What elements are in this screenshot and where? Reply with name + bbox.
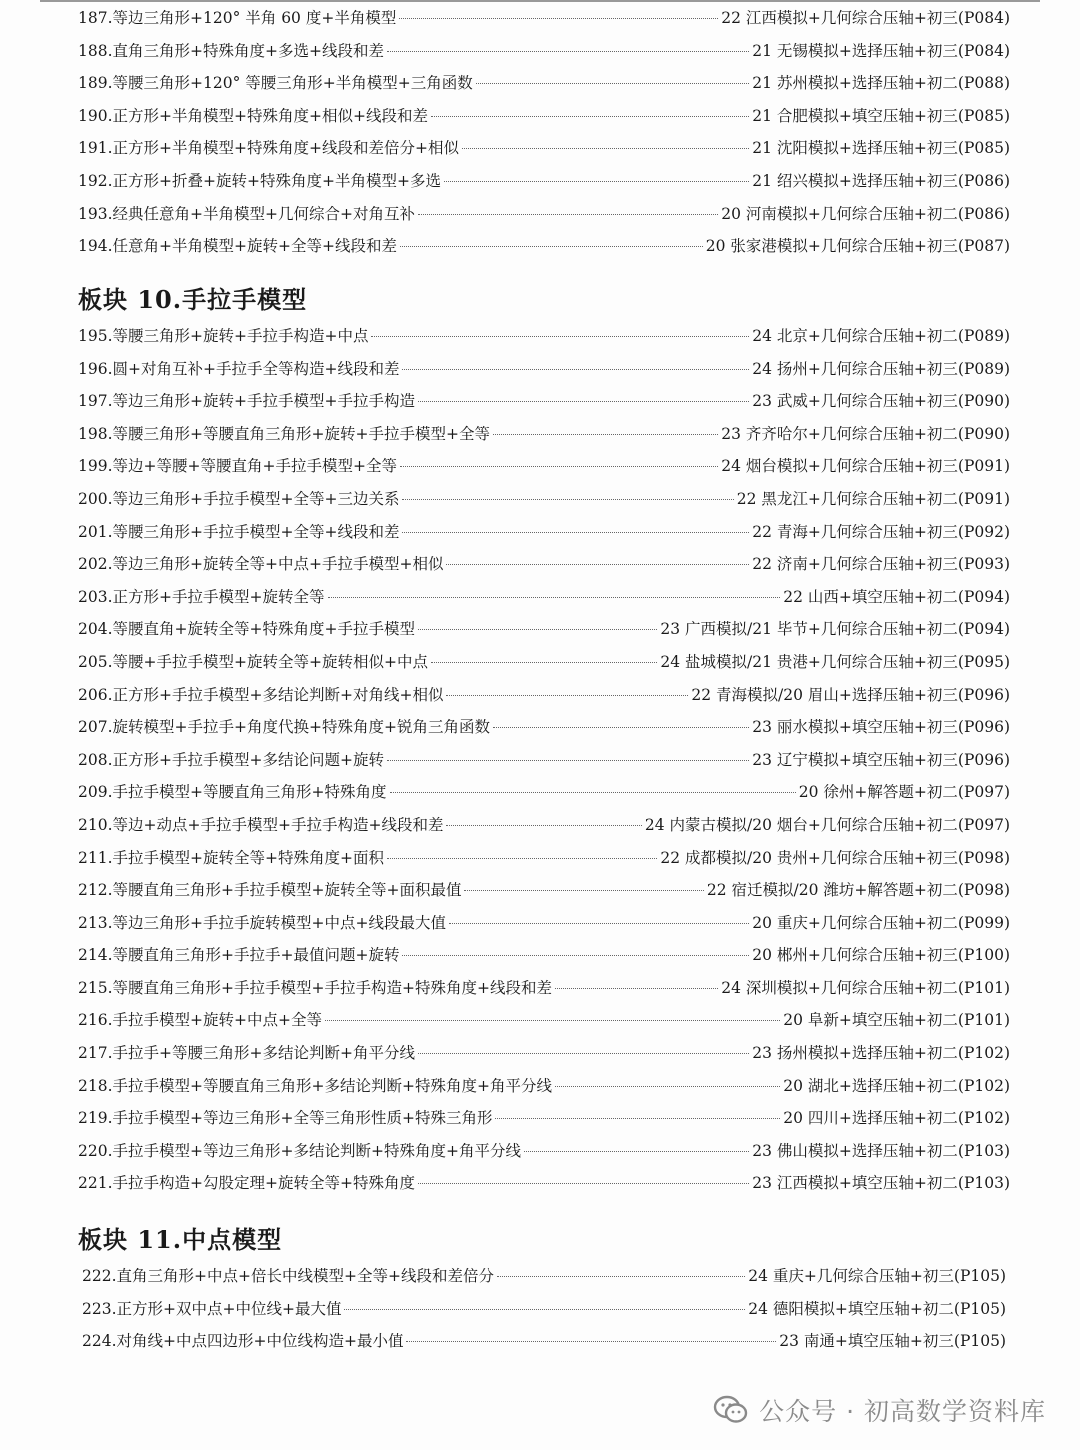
top-rule	[40, 0, 1040, 2]
toc-entry-source: 20 重庆+几何综合压轴+初二(P099)	[752, 913, 1010, 932]
dot-leader	[495, 1118, 780, 1119]
section-heading-10: 板块 10.手拉手模型	[78, 285, 308, 314]
dot-leader	[399, 18, 718, 19]
toc-entry[interactable]	[78, 234, 1010, 267]
toc-entry-source: 23 武威+几何综合压轴+初三(P090)	[752, 392, 1010, 411]
dot-leader	[390, 792, 796, 793]
toc-entry-title: 手拉手模型+等边三角形+多结论判断+特殊角度+角平分线	[112, 1141, 521, 1160]
toc-entry-source: 23 江西模拟+填空压轴+初二(P103)	[752, 1174, 1010, 1193]
toc-entry-number: 222.	[82, 1267, 117, 1285]
dot-leader	[555, 988, 718, 989]
toc-entry-source: 24 重庆+几何综合压轴+初三(P105)	[748, 1267, 1006, 1285]
toc-entry-title: 等腰三角形+手拉手模型+全等+线段和差	[112, 522, 400, 541]
toc-entry-title: 等腰三角形+旋转+手拉手构造+中点	[112, 327, 369, 345]
toc-entry[interactable]	[78, 911, 1010, 944]
dot-leader	[555, 1086, 780, 1087]
toc-entry[interactable]	[78, 1106, 1010, 1139]
watermark	[713, 1392, 1046, 1428]
toc-entry-source: 21 合肥模拟+填空压轴+初三(P085)	[752, 106, 1010, 125]
dot-leader	[431, 662, 657, 663]
dot-leader	[444, 181, 749, 182]
toc-entry[interactable]	[78, 650, 1010, 683]
toc-entry-title: 正方形+半角模型+特殊角度+线段和差倍分+相似	[112, 139, 459, 158]
toc-entry[interactable]	[78, 39, 1010, 72]
toc-entry[interactable]	[78, 617, 1010, 650]
dot-leader	[402, 532, 749, 533]
toc-group-block9	[78, 6, 1010, 267]
toc-entry-number: 212.	[78, 881, 113, 900]
toc-entry[interactable]	[78, 389, 1010, 422]
toc-entry-source: 22 青海模拟/20 眉山+选择压轴+初三(P096)	[691, 685, 1010, 704]
dot-leader	[418, 1053, 749, 1054]
toc-entry-title: 手拉手模型+等腰直角三角形+特殊角度	[112, 783, 387, 802]
dot-leader	[402, 955, 749, 956]
toc-entry[interactable]	[78, 683, 1010, 716]
toc-entry-source: 24 盐城模拟/21 贵港+几何综合压轴+初三(P095)	[660, 652, 1010, 671]
toc-entry-number: 201.	[78, 522, 113, 541]
toc-entry-title: 手拉手模型+等腰直角三角形+多结论判断+特殊角度+角平分线	[112, 1076, 552, 1095]
toc-entry-title: 任意角+半角模型+旋转+全等+线段和差	[112, 237, 397, 256]
dot-leader	[446, 564, 749, 565]
toc-entry-source: 24 扬州+几何综合压轴+初三(P089)	[752, 359, 1010, 378]
toc-entry-title: 手拉手模型+旋转+中点+全等	[112, 1011, 322, 1030]
toc-entry-source: 20 徐州+解答题+初二(P097)	[798, 783, 1010, 802]
toc-entry-source: 23 扬州模拟+选择压轴+初二(P102)	[752, 1044, 1010, 1063]
toc-entry[interactable]	[78, 324, 1010, 357]
dot-leader	[402, 499, 733, 500]
toc-entry[interactable]	[78, 357, 1010, 390]
toc-entry-title: 等边三角形+旋转+手拉手模型+手拉手构造	[112, 392, 415, 411]
toc-entry-number: 205.	[78, 652, 113, 671]
toc-entry-title: 正方形+手拉手模型+多结论判断+对角线+相似	[112, 685, 444, 704]
toc-entry[interactable]	[78, 878, 1010, 911]
toc-entry-source: 20 四川+选择压轴+初二(P102)	[783, 1109, 1010, 1128]
toc-entry-number: 210.	[78, 815, 113, 834]
dot-leader	[406, 1341, 776, 1342]
dot-leader	[446, 695, 688, 696]
toc-entry-source: 23 佛山模拟+选择压轴+初二(P103)	[752, 1141, 1010, 1160]
toc-entry[interactable]	[78, 846, 1010, 879]
dot-leader	[418, 214, 718, 215]
toc-entry-title: 等腰三角形+等腰直角三角形+旋转+手拉手模型+全等	[112, 424, 490, 443]
dot-leader	[387, 760, 749, 761]
toc-entry-source: 22 济南+几何综合压轴+初三(P093)	[752, 555, 1010, 574]
toc-entry-number: 198.	[78, 424, 113, 443]
dot-leader	[344, 1309, 745, 1310]
dot-leader	[464, 890, 703, 891]
toc-entry-source: 20 河南模拟+几何综合压轴+初二(P086)	[721, 204, 1010, 223]
toc-entry-number: 215.	[78, 978, 113, 997]
toc-entry-number: 207.	[78, 718, 113, 737]
toc-entry-source: 24 烟台模拟+几何综合压轴+初三(P091)	[721, 457, 1010, 476]
toc-entry-title: 等腰直角三角形+手拉手+最值问题+旋转	[112, 946, 400, 965]
toc-entry[interactable]	[78, 520, 1010, 553]
dot-leader	[400, 466, 718, 467]
toc-entry-title: 等腰直角三角形+手拉手模型+旋转全等+面积最值	[112, 881, 462, 900]
toc-entry-number: 211.	[78, 848, 113, 867]
toc-entry-title: 等腰三角形+120° 等腰三角形+半角模型+三角函数	[112, 74, 473, 93]
toc-entry[interactable]	[78, 552, 1010, 585]
toc-entry-source: 22 黑龙江+几何综合压轴+初二(P091)	[736, 489, 1010, 508]
toc-entry-source: 23 丽水模拟+填空压轴+初三(P096)	[752, 718, 1010, 737]
dot-leader	[446, 825, 641, 826]
toc-entry-number: 200.	[78, 489, 113, 508]
toc-entry-source: 20 湖北+选择压轴+初二(P102)	[783, 1076, 1010, 1095]
toc-entry-number: 209.	[78, 783, 113, 802]
toc-entry-title: 圆+对角互补+手拉手全等构造+线段和差	[112, 359, 400, 378]
toc-entry-number: 202.	[78, 555, 113, 574]
dot-leader	[387, 858, 657, 859]
toc-entry-number: 194.	[78, 237, 113, 256]
wechat-icon	[713, 1394, 749, 1426]
toc-entry[interactable]	[82, 1264, 1006, 1297]
toc-entry-title: 手拉手构造+勾股定理+旋转全等+特殊角度	[112, 1174, 415, 1193]
dot-leader	[524, 1151, 749, 1152]
toc-entry-source: 23 南通+填空压轴+初三(P105)	[779, 1332, 1006, 1351]
toc-entry[interactable]	[78, 1008, 1010, 1041]
toc-entry-number: 192.	[78, 171, 113, 190]
toc-entry-title: 直角三角形+特殊角度+多选+线段和差	[112, 41, 384, 60]
toc-entry-title: 正方形+手拉手模型+旋转全等	[112, 587, 325, 606]
dot-leader	[402, 369, 749, 370]
toc-entry-number: 219.	[78, 1109, 113, 1128]
toc-entry-title: 旋转模型+手拉手+角度代换+特殊角度+锐角三角函数	[112, 718, 490, 737]
toc-entry[interactable]	[78, 748, 1010, 781]
toc-entry-source: 24 深圳模拟+几何综合压轴+初二(P101)	[721, 978, 1010, 997]
toc-entry-source: 22 宿迁模拟/20 潍坊+解答题+初二(P098)	[706, 881, 1010, 900]
toc-entry-title: 正方形+手拉手模型+多结论问题+旋转	[112, 750, 384, 769]
toc-entry-title: 经典任意角+半角模型+几何综合+对角互补	[112, 204, 415, 223]
toc-entry[interactable]	[78, 1171, 1010, 1204]
toc-entry-number: 195.	[78, 327, 113, 345]
toc-entry-source: 22 成都模拟/20 贵州+几何综合压轴+初三(P098)	[660, 848, 1010, 867]
toc-entry-number: 217.	[78, 1044, 113, 1063]
toc-entry[interactable]	[78, 71, 1010, 104]
toc-entry[interactable]	[78, 104, 1010, 137]
toc-entry[interactable]	[78, 715, 1010, 748]
toc-entry-title: 正方形+半角模型+特殊角度+相似+线段和差	[112, 106, 428, 125]
toc-entry-title: 对角线+中点四边形+中位线构造+最小值	[116, 1332, 404, 1351]
toc-entry-number: 187.	[78, 9, 113, 27]
toc-entry-number: 193.	[78, 204, 113, 223]
toc-entry-number: 216.	[78, 1011, 113, 1030]
toc-entry-number: 220.	[78, 1141, 113, 1160]
toc-entry-title: 等腰直角+旋转全等+特殊角度+手拉手模型	[112, 620, 415, 639]
toc-entry[interactable]	[78, 813, 1010, 846]
toc-entry[interactable]	[78, 780, 1010, 813]
toc-entry-title: 等边三角形+120° 半角 60 度+半角模型	[112, 9, 397, 27]
toc-entry[interactable]	[78, 136, 1010, 169]
toc-entry-number: 189.	[78, 74, 113, 93]
toc-entry[interactable]	[78, 422, 1010, 455]
toc-entry[interactable]	[78, 1074, 1010, 1107]
dot-leader	[418, 1183, 749, 1184]
toc-entry-number: 213.	[78, 913, 113, 932]
toc-entry-number: 204.	[78, 620, 113, 639]
toc-entry-title: 等腰+手拉手模型+旋转全等+旋转相似+中点	[112, 652, 428, 671]
dot-leader	[371, 336, 749, 337]
toc-entry[interactable]	[82, 1329, 1006, 1362]
toc-entry[interactable]	[78, 487, 1010, 520]
toc-entry-number: 190.	[78, 106, 113, 125]
toc-entry[interactable]	[78, 454, 1010, 487]
toc-entry-number: 191.	[78, 139, 113, 158]
toc-entry-title: 手拉手+等腰三角形+多结论判断+角平分线	[112, 1044, 415, 1063]
toc-entry[interactable]	[78, 1139, 1010, 1172]
toc-entry-source: 20 阜新+填空压轴+初二(P101)	[783, 1011, 1010, 1030]
toc-entry-source: 21 苏州模拟+选择压轴+初二(P088)	[752, 74, 1010, 93]
dot-leader	[325, 1020, 780, 1021]
toc-entry-source: 21 无锡模拟+选择压轴+初三(P084)	[752, 41, 1010, 60]
toc-entry-title: 正方形+折叠+旋转+特殊角度+半角模型+多选	[112, 171, 441, 190]
toc-entry-source: 24 德阳模拟+填空压轴+初二(P105)	[748, 1299, 1006, 1318]
toc-entry[interactable]	[78, 1041, 1010, 1074]
dot-leader	[493, 727, 749, 728]
dot-leader	[387, 51, 749, 52]
toc-entry-number: 203.	[78, 587, 113, 606]
dot-leader	[418, 401, 749, 402]
dot-leader	[497, 1276, 745, 1277]
dot-leader	[328, 597, 781, 598]
dot-leader	[431, 116, 749, 117]
toc-entry-title: 等边三角形+手拉手模型+全等+三边关系	[112, 489, 400, 508]
section-heading-11: 板块 11.中点模型	[78, 1225, 283, 1254]
toc-entry-source: 20 郴州+几何综合压轴+初三(P100)	[752, 946, 1010, 965]
toc-entry-title: 等边三角形+旋转全等+中点+手拉手模型+相似	[112, 555, 444, 574]
dot-leader	[462, 148, 749, 149]
dot-leader	[449, 923, 749, 924]
toc-entry-number: 206.	[78, 685, 113, 704]
toc-entry[interactable]	[82, 1297, 1006, 1330]
toc-entry-source: 24 北京+几何综合压轴+初二(P089)	[752, 327, 1010, 345]
toc-entry-title: 正方形+双中点+中位线+最大值	[116, 1299, 342, 1318]
toc-entry-title: 直角三角形+中点+倍长中线模型+全等+线段和差倍分	[116, 1267, 494, 1285]
toc-entry-number: 224.	[82, 1332, 117, 1351]
dot-leader	[493, 434, 718, 435]
toc-entry-source: 23 广西模拟/21 毕节+几何综合压轴+初二(P094)	[660, 620, 1010, 639]
toc-entry-title: 等腰直角三角形+手拉手模型+手拉手构造+特殊角度+线段和差	[112, 978, 552, 997]
toc-entry-source: 22 青海+几何综合压轴+初三(P092)	[752, 522, 1010, 541]
toc-entry-number: 208.	[78, 750, 113, 769]
toc-entry[interactable]	[78, 976, 1010, 1009]
toc-entry-title: 手拉手模型+旋转全等+特殊角度+面积	[112, 848, 384, 867]
toc-entry[interactable]	[78, 585, 1010, 618]
toc-group-block11	[82, 1264, 1006, 1362]
toc-entry-source: 22 江西模拟+几何综合压轴+初三(P084)	[721, 9, 1010, 27]
toc-entry-number: 188.	[78, 41, 113, 60]
toc-entry-number: 199.	[78, 457, 113, 476]
dot-leader	[400, 246, 703, 247]
toc-entry[interactable]	[78, 169, 1010, 202]
dot-leader	[418, 629, 657, 630]
watermark-text: 公众号 · 初高数学资料库	[759, 1397, 1046, 1426]
toc-entry-title: 等边+动点+手拉手模型+手拉手构造+线段和差	[112, 815, 444, 834]
toc-entry-number: 218.	[78, 1076, 113, 1095]
toc-entry-source: 24 内蒙古模拟/20 烟台+几何综合压轴+初二(P097)	[644, 815, 1010, 834]
toc-entry-source: 22 山西+填空压轴+初二(P094)	[783, 587, 1010, 606]
toc-entry-number: 221.	[78, 1174, 113, 1193]
toc-entry-source: 21 绍兴模拟+选择压轴+初三(P086)	[752, 171, 1010, 190]
toc-entry-source: 23 齐齐哈尔+几何综合压轴+初二(P090)	[721, 424, 1010, 443]
toc-entry-title: 等边+等腰+等腰直角+手拉手模型+全等	[112, 457, 397, 476]
toc-entry[interactable]	[78, 6, 1010, 39]
toc-entry-number: 196.	[78, 359, 113, 378]
toc-entry-title: 手拉手模型+等边三角形+全等三角形性质+特殊三角形	[112, 1109, 493, 1128]
toc-entry-number: 197.	[78, 392, 113, 411]
toc-entry-number: 223.	[82, 1299, 117, 1318]
dot-leader	[476, 83, 750, 84]
toc-entry[interactable]	[78, 943, 1010, 976]
toc-entry-source: 23 辽宁模拟+填空压轴+初三(P096)	[752, 750, 1010, 769]
toc-entry-number: 214.	[78, 946, 113, 965]
toc-entry-source: 20 张家港模拟+几何综合压轴+初三(P087)	[705, 237, 1010, 256]
toc-entry-source: 21 沈阳模拟+选择压轴+初三(P085)	[752, 139, 1010, 158]
toc-group-block10	[78, 324, 1010, 1204]
toc-entry[interactable]	[78, 202, 1010, 235]
toc-entry-title: 等边三角形+手拉手旋转模型+中点+线段最大值	[112, 913, 446, 932]
